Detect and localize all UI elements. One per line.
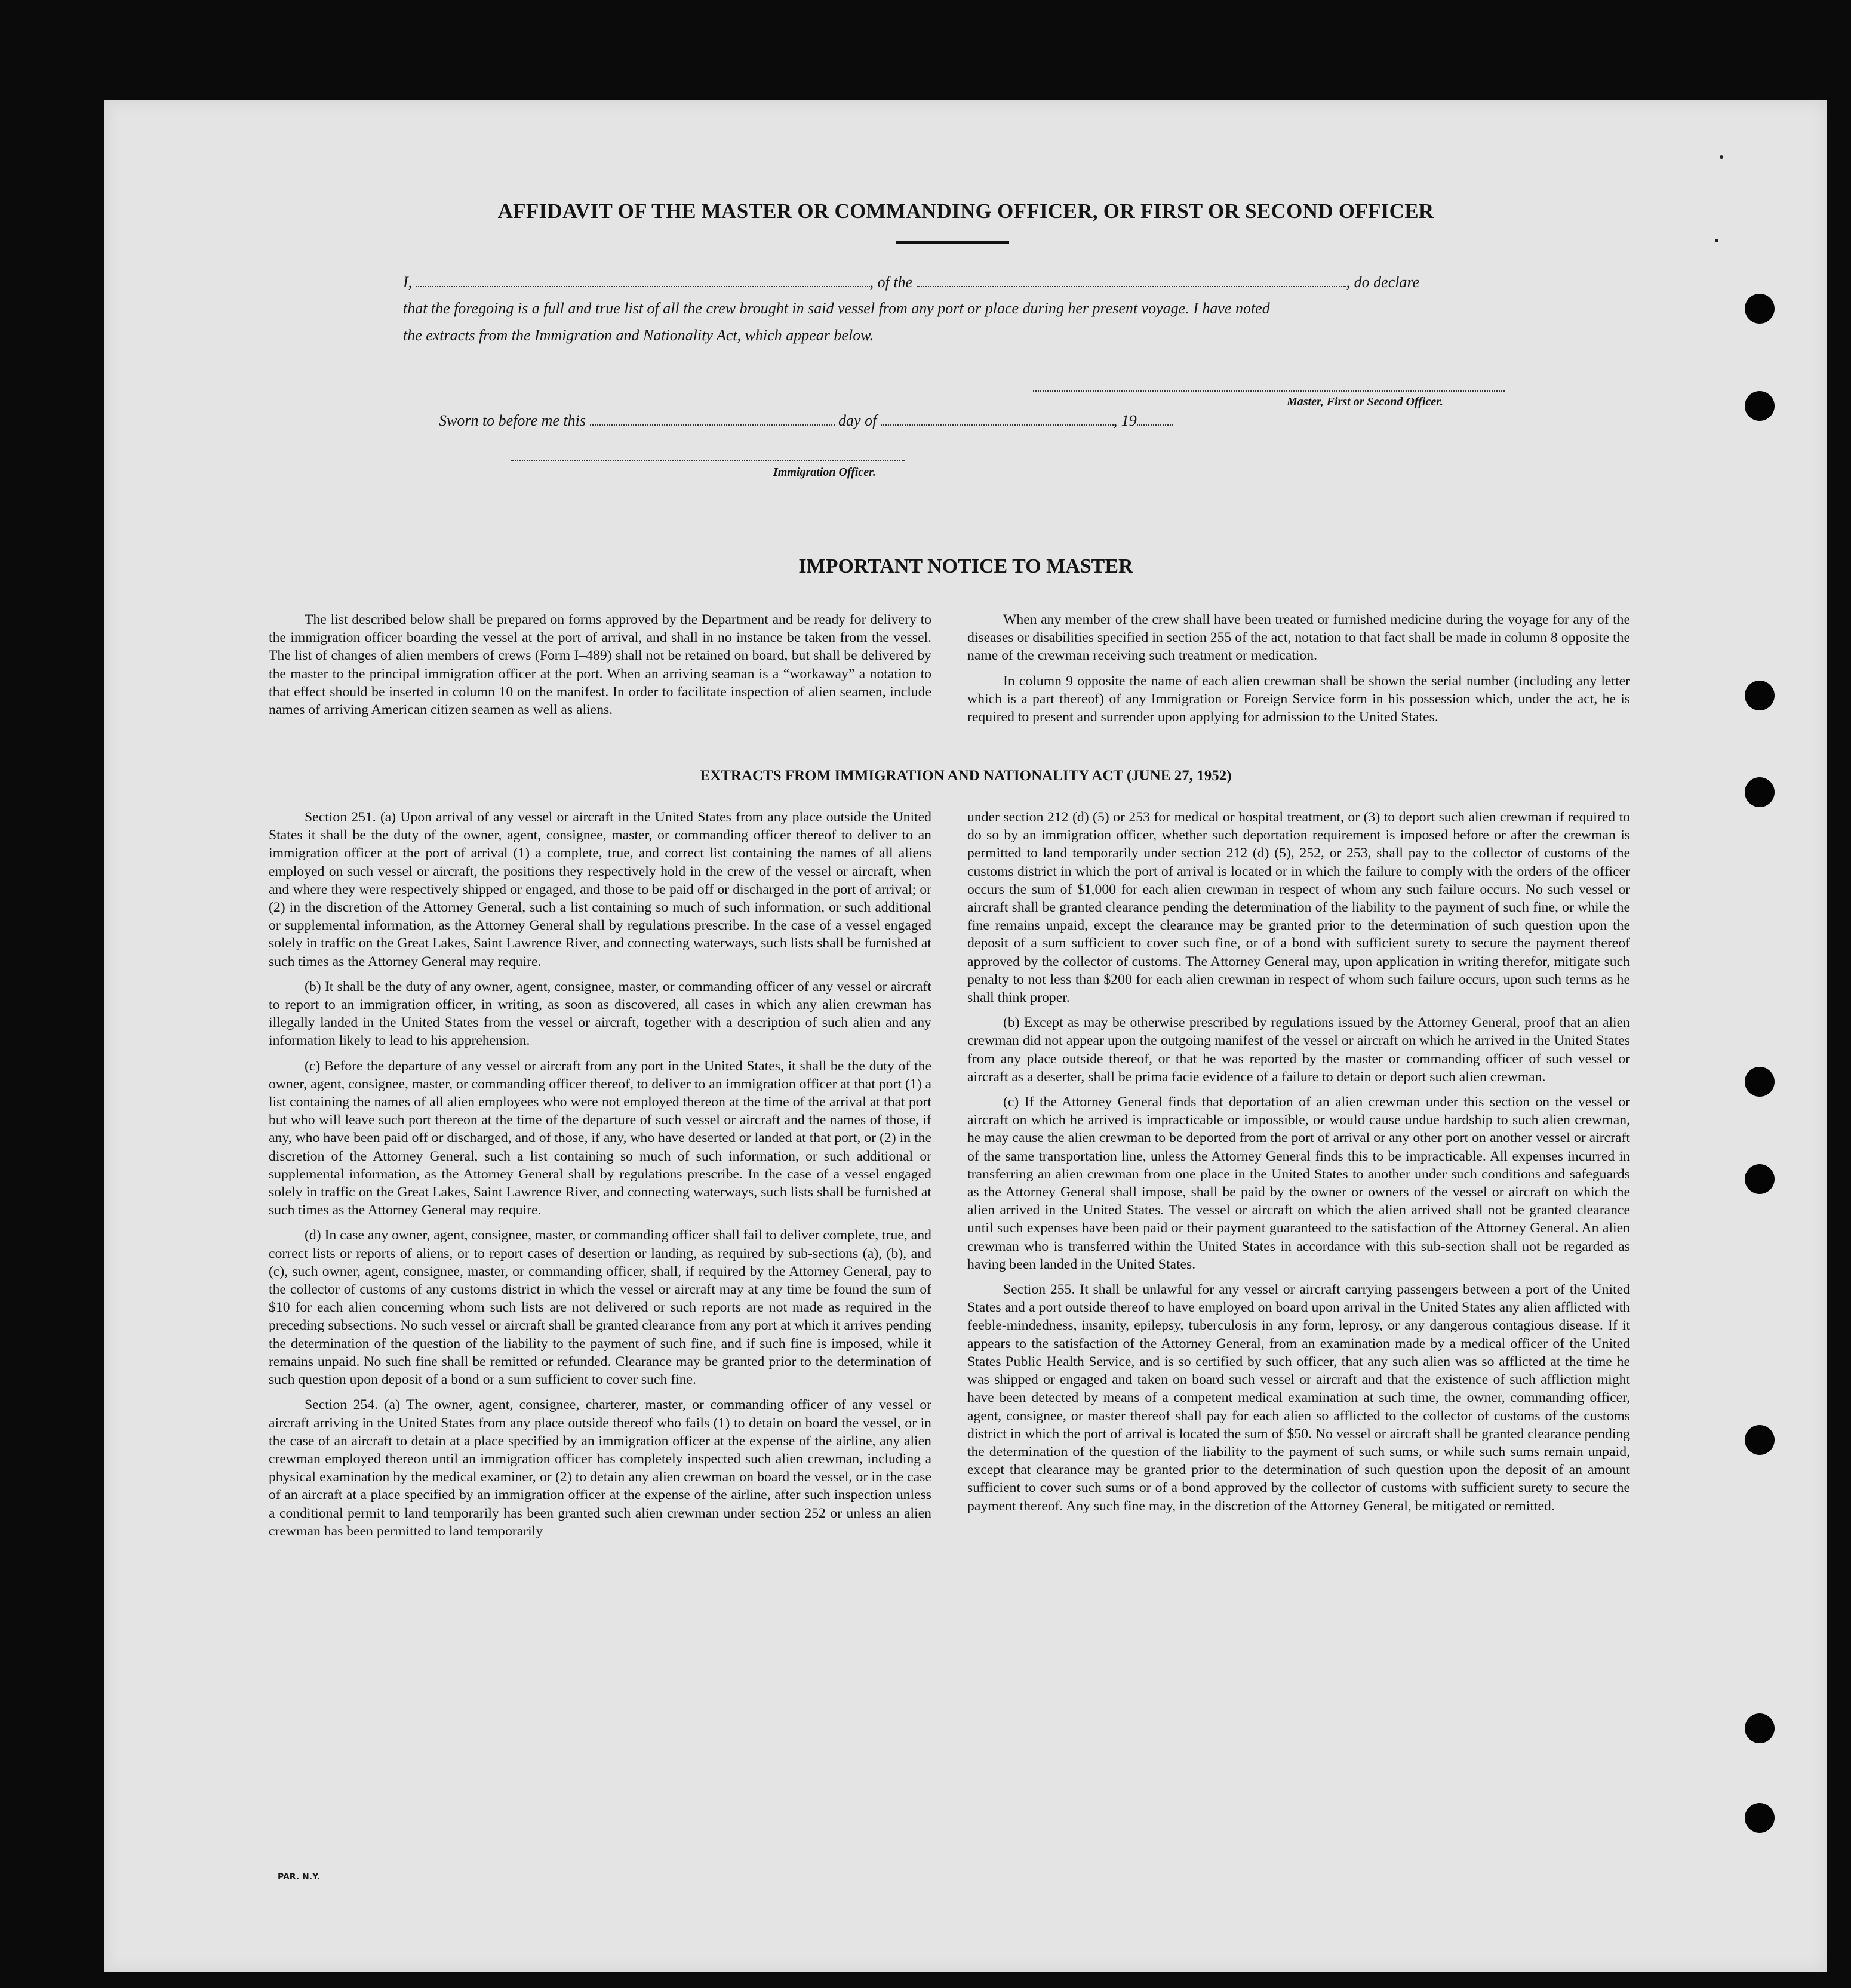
sworn-line xyxy=(439,412,1173,430)
section-254-c: (c) If the Attorney General finds that deportation of an alien crewman under this section on the vessel or aircraft on which he arrived is impracticable or impossible, or would cause undue hardship to such alien crewman, he may cause the alien crewman to be deported from the port of arrival or any other port on another vessel or aircraft of the same transportation line, unless the Attorney General finds this to be impracticable. All expenses incurred in transferring an alien crewman from one place in the United States to another under such conditions and safeguards as the Attorney General shall impose, shall be paid by the owner or owners of the vessel or aircraft on which the alien arrived in the United States. The vessel or aircraft on which the alien arrived shall not be granted clearance until such expenses have been paid or their payment guaranteed to the satisfaction of the Attorney General. An alien crewman who is transferred within the United States in accordance with this sub-section shall not be regarded as having been landed in the United States. xyxy=(967,1094,1630,1272)
scan-speck xyxy=(1715,239,1718,242)
binder-hole xyxy=(1745,1425,1775,1455)
sworn-label: Sworn to before me this xyxy=(439,412,586,429)
extracts-right-column xyxy=(967,808,1630,1515)
section-254-a: Section 254. (a) The owner, agent, consignee, charterer, master, or commanding officer of any vessel or aircraft arriving in the United States from any place outside thereof who fails (1) to detain on board the vessel, or in the case of an aircraft to detain at a place specified by an immigration officer at the expense of the airline, any alien crewman employed thereon until an immigration officer has completely inspected such alien crewman, including a physical examination by the medical examiner, or (2) to detain any alien crewman on board the vessel, or in the case of an aircraft at a place specified by an immigration officer at the expense of the airline, after such inspection unless a conditional permit to land temporarily has been granted such alien crewman under section 252 or unless an alien crewman has been permitted to land temporarily xyxy=(269,1397,931,1539)
sworn-year-field[interactable] xyxy=(1137,413,1173,426)
section-254-a-continued: under section 212 (d) (5) or 253 for medical or hospital treatment, or (3) to deport such alien crewman if required to do so by an immigration officer, whether such deportation requirement is imposed before or after the crewman is permitted to land temporarily under section 212 (d) (5), 252, or 253, shall pay to the collector of customs of the customs district in which the port of arrival is located or in which the failure to comply with the orders of the officer occurs the sum of $1,000 for each alien crewman in respect of whom any such failure occurs. No such vessel or aircraft shall be granted clearance pending the determination of the liability to the payment of such fine, or while the fine remains unpaid, except the clearance may be granted prior to the determination of such question upon the deposit of a sum sufficient to cover such fine, or of a bond with sufficient surety to secure the payment thereof approved by the collector of customs. The Attorney General may, upon application in writing therefor, mitigate such penalty to not less than $200 for each alien crewman in respect of whom such failure occurs, upon such terms as he shall think proper. xyxy=(967,810,1630,1006)
binder-hole xyxy=(1745,294,1775,324)
binder-hole xyxy=(1745,1803,1775,1833)
affidavit-line-3: the extracts from the Immigration and Nationality Act, which appear below. xyxy=(403,327,874,344)
title-underline xyxy=(896,241,1009,244)
binder-hole xyxy=(1745,777,1775,807)
affidavit-title: AFFIDAVIT OF THE MASTER OR COMMANDING OFFICER, OR FIRST OR SECOND OFFICER xyxy=(497,199,1434,223)
notice-left-paragraph: The list described below shall be prepared on forms approved by the Department and be ready for delivery to the immigration officer boarding the vessel at the port of arrival, and shall in no instance be taken from the vessel. The list of changes of alien members of crews (Form I–489) shall not be retained on board, but shall be delivered by the master to the principal immigration officer at the port. When an arriving seaman is a “workaway” a notation to that effect should be inserted in column 10 on the manifest. In order to facilitate inspection of alien seamen, include names of arriving American citizen seamen as well as aliens. xyxy=(269,612,931,718)
section-254-b: (b) Except as may be otherwise prescribed by regulations issued by the Attorney General, proof that an alien crewman did not appear upon the outgoing manifest of the vessel or aircraft on which he arrived in the United States from any place outside thereof, or that he was reported by the master or commanding officer of such vessel or aircraft as a deserter, shall be prima facie evidence of a failure to detain or deport such alien crewman. xyxy=(967,1015,1630,1085)
notice-right-paragraph-2: In column 9 opposite the name of each alien crewman shall be shown the serial number (including any letter which is a part thereof) of any Immigration or Foreign Service form in his possession which, under the act, he is required to present and surrender upon applying for admission to the United States. xyxy=(967,673,1630,725)
sworn-day-field[interactable] xyxy=(590,413,835,426)
affidavit-line-1 xyxy=(403,273,1419,291)
immigration-officer-signature-line[interactable] xyxy=(511,460,905,461)
master-signature-caption: Master, First or Second Officer. xyxy=(1287,395,1443,408)
binder-hole xyxy=(1745,1713,1775,1743)
affidavit-i-label: I, xyxy=(403,273,413,291)
affidavit-do-declare-label: , do declare xyxy=(1346,273,1420,291)
scan-speck xyxy=(1720,155,1723,159)
extracts-left-column xyxy=(269,808,931,1540)
affidavit-of-the-label: , of the xyxy=(869,273,913,291)
master-signature-line[interactable] xyxy=(1033,390,1505,392)
section-251-a: Section 251. (a) Upon arrival of any vessel or aircraft in the United States from any place outside the United States it shall be the duty of the owner, agent, consignee, master, or commanding officer thereof to deliver to an immigration officer at the port of arrival (1) a complete, true, and correct list containing the names of all aliens employed on such vessel or aircraft, the positions they respectively hold in the crew of the vessel or aircraft, when and where they were respectively shipped or engaged, and those to be paid off or discharged in the port of arrival; or (2) in the discretion of the Attorney General, such a list containing so much of such information, or such additional or supplemental information, as the Attorney General shall by regulations prescribe. In the case of a vessel engaged solely in traffic on the Great Lakes, Saint Lawrence River, and connecting waterways, such lists shall be furnished at such times as the Attorney General may require. xyxy=(269,810,931,970)
section-251-b: (b) It shall be the duty of any owner, agent, consignee, master, or commanding officer of any vessel or aircraft to report to an immigration officer, in writing, as soon as discovered, all cases in which any alien crewman has illegally landed in the United States from the vessel or aircraft, together with a description of such alien and any information likely to lead to his apprehension. xyxy=(269,978,931,1049)
section-255: Section 255. It shall be unlawful for any vessel or aircraft carrying passengers between a port of the United States and a port outside thereof to have employed on board upon arrival in the United States any alien afflicted with feeble-mindedness, insanity, epilepsy, tuberculosis in any form, leprosy, or any dangerous contagious disease. If it appears to the satisfaction of the Attorney General, from an examination made by a medical officer of the United States Public Health Service, and is so certified by such officer, that any such alien was so afflicted at the time he was shipped or engaged and taken on board such vessel or aircraft and that the existence of such affliction might have been detected by means of a competent medical examination at such time, the owner, commanding officer, agent, consignee, or master thereof shall pay for each alien so afflicted to the collector of customs of the customs district in which the port of arrival is located the sum of $50. No vessel or aircraft shall be granted clearance pending the determination of the question of the liability to the payment of such sums, or while such sums remain unpaid, except that clearance may be granted prior to the determination of such question upon the deposit of an amount sufficient to cover such sums or of a bond approved by the collector of customs with sufficient surety to secure the payment thereof. Any such fine may, in the discretion of the Attorney General, be mitigated or remitted. xyxy=(967,1282,1630,1514)
day-of-label: day of xyxy=(838,412,877,429)
binder-hole xyxy=(1745,681,1775,710)
binder-hole xyxy=(1745,1164,1775,1194)
year-label: , 19 xyxy=(1113,412,1137,429)
extracts-title: EXTRACTS FROM IMMIGRATION AND NATIONALITY ACT (JUNE 27, 1952) xyxy=(700,768,1232,784)
sworn-month-field[interactable] xyxy=(881,413,1114,426)
immigration-officer-caption: Immigration Officer. xyxy=(773,466,876,479)
notice-right-column xyxy=(967,611,1630,726)
binder-hole xyxy=(1745,391,1775,421)
form-page xyxy=(104,100,1827,1972)
notice-right-paragraph-1: When any member of the crew shall have been treated or furnished medicine during the voyage for any of the diseases or disabilities specified in section 255 of the act, notation to that fact shall be made in column 8 opposite the name of the crewman receiving such treatment or medication. xyxy=(967,612,1630,664)
notice-title: IMPORTANT NOTICE TO MASTER xyxy=(798,555,1133,577)
binder-hole xyxy=(1745,1067,1775,1097)
section-251-c: (c) Before the departure of any vessel or aircraft from any port in the United States, it shall be the duty of the owner, agent, consignee, master, or commanding officer thereof, to deliver to an immigration officer at that port (1) a list containing the names of all alien employees who were not employed thereon at the time of the arrival at that port but who will leave such port thereon at the time of the departure of such vessel or aircraft and the names of those, if any, who have been paid off or discharged, and of those, if any, who have deserted or landed at that port, or (2) in the discretion of the Attorney General, such a list containing so much of such information, or such additional or supplemental information, as the Attorney General shall by regulations prescribe. In the case of a vessel engaged solely in traffic on the Great Lakes, Saint Lawrence River, and connecting waterways, such lists shall be furnished at such times as the Attorney General may require. xyxy=(269,1058,931,1218)
printer-mark: PAR. N.Y. xyxy=(278,1872,321,1882)
vessel-name-field[interactable] xyxy=(917,274,1346,287)
declarant-name-field[interactable] xyxy=(416,274,870,287)
notice-left-column xyxy=(269,611,931,719)
section-251-d: (d) In case any owner, agent, consignee, master, or commanding officer shall fail to deliver complete, true, and correct lists or reports of aliens, or to report cases of desertion or landing, as required by sub-sections (a), (b), and (c), such owner, agent, consignee, master, or commanding officer, shall, if required by the Attorney General, pay to the collector of customs of any customs district in which the vessel or aircraft may at any time be found the sum of $10 for each alien concerning whom such lists are not delivered or such reports are not made as required in the preceding subsections. No such vessel or aircraft shall be granted clearance from any port at which it arrives pending the determination of the question of the liability to the payment of such fine, and if such fine is imposed, while it remains unpaid. No such fine shall be remitted or refunded. Clearance may be granted prior to the determination of such question upon deposit of a bond or a sum sufficient to cover such fine. xyxy=(269,1227,931,1388)
affidavit-line-2: that the foregoing is a full and true list of all the crew brought in said vessel from any port or place during her present voyage. I have noted xyxy=(403,300,1270,317)
